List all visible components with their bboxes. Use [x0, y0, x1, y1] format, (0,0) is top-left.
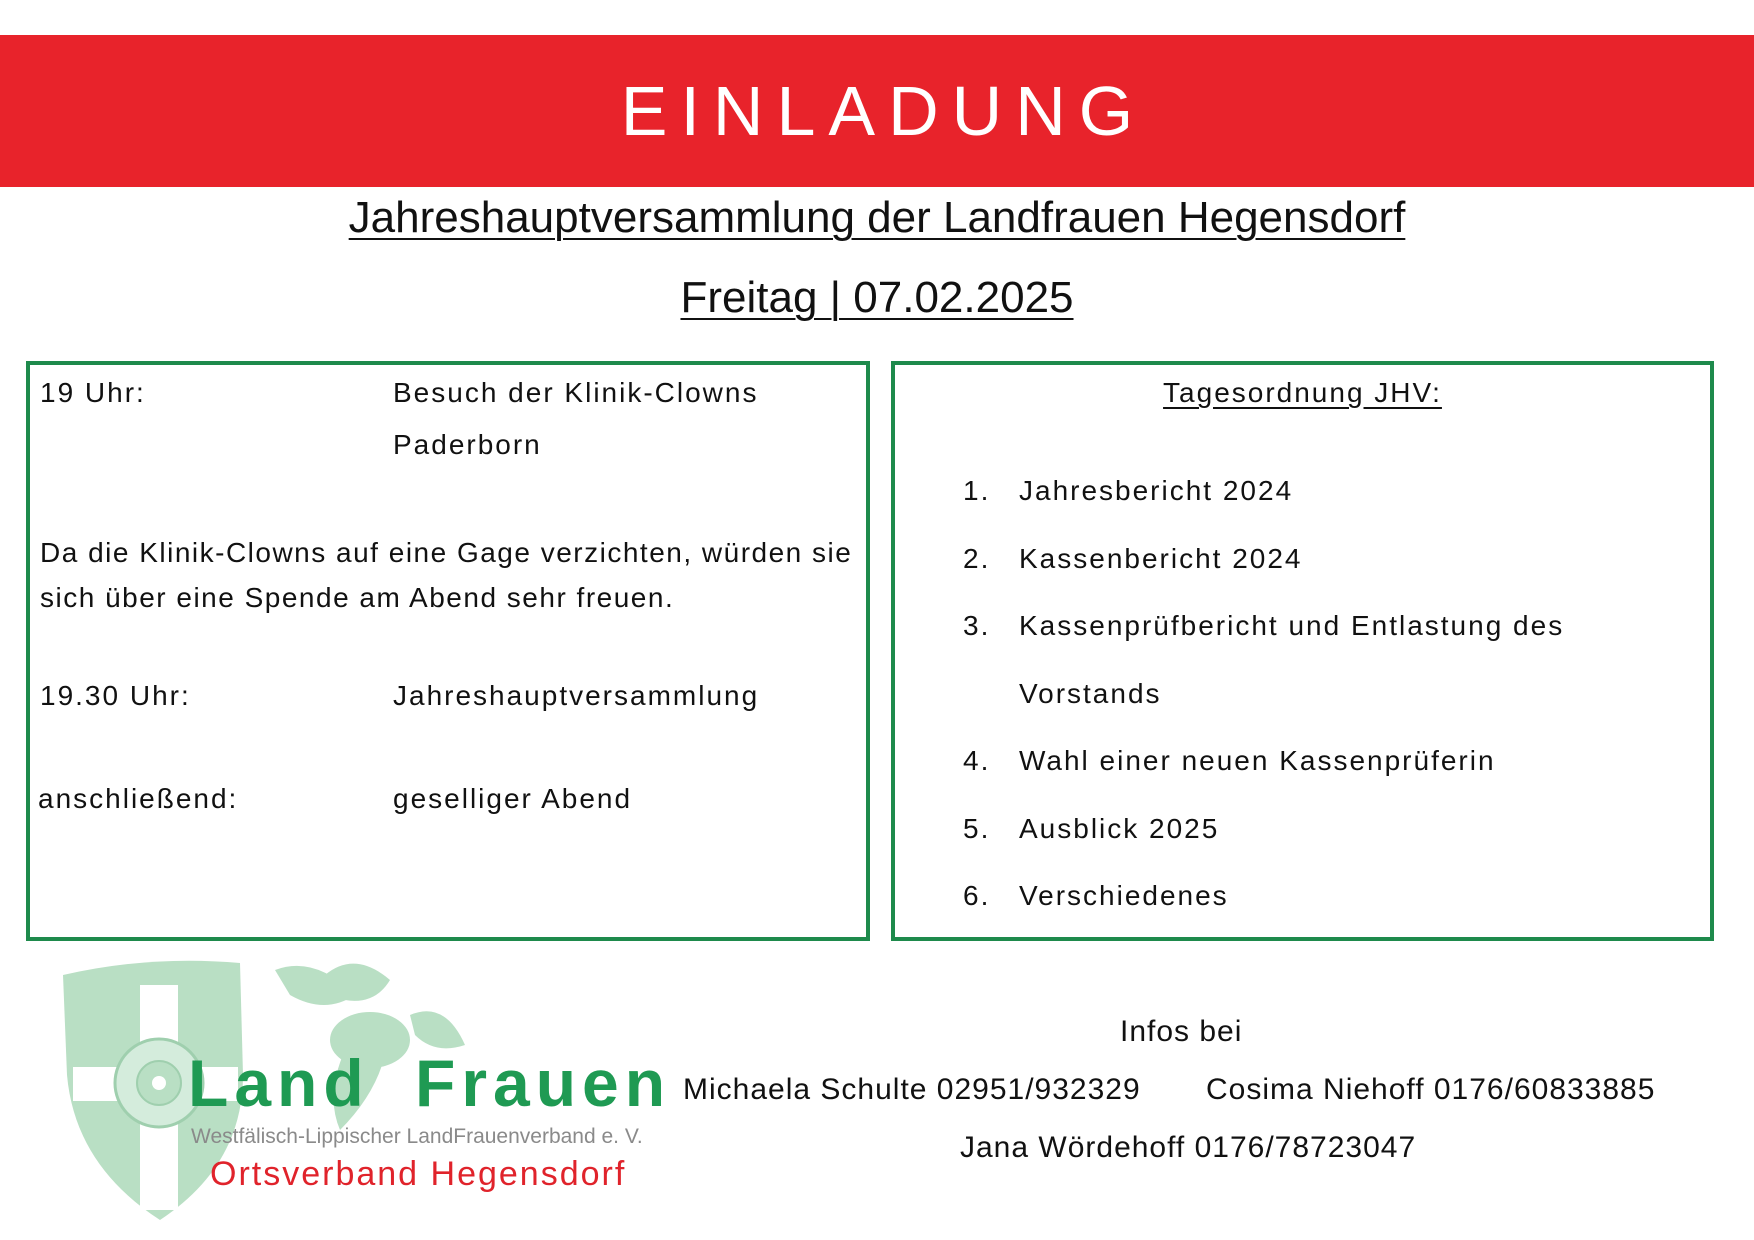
landfrauen-logo — [55, 955, 672, 1225]
agenda-item-text-continued: Vorstands — [1019, 678, 1162, 709]
contact-person: Jana Wördehoff 0176/78723047 — [960, 1131, 1417, 1164]
agenda-item-text: Kassenprüfbericht und Entlastung des — [1019, 610, 1565, 641]
agenda-box — [891, 361, 1714, 941]
agenda-item-number: 1. — [963, 475, 991, 506]
logo-word-frauen: Frauen — [415, 1046, 672, 1120]
agenda-item-text: Verschiedenes — [1019, 880, 1229, 911]
banner-title: EINLADUNG — [620, 72, 1147, 150]
logo-ortsverband: Ortsverband Hegensdorf — [210, 1155, 627, 1193]
slot1-event-line1: Besuch der Klinik-Clowns — [393, 377, 759, 408]
agenda-item-text: Wahl einer neuen Kassenprüferin — [1019, 745, 1496, 776]
contact-person: Cosima Niehoff 0176/60833885 — [1206, 1073, 1656, 1106]
agenda-item-number: 5. — [963, 813, 991, 844]
title-banner — [0, 35, 1754, 187]
agenda-item-text: Ausblick 2025 — [1019, 813, 1220, 844]
contacts-heading: Infos bei — [1120, 1015, 1243, 1048]
agenda-item-text: Kassenbericht 2024 — [1019, 543, 1303, 574]
agenda-item-number: 3. — [963, 610, 991, 641]
slot2-event: Jahreshauptversammlung — [393, 680, 760, 711]
schedule-box — [26, 361, 870, 941]
clowns-note: Da die Klinik-Clowns auf eine Gage verzichten, würden sie sich über eine Spende am Abend sehr freuen. — [40, 537, 853, 613]
logo-word-land: Land — [188, 1046, 370, 1120]
slot1-time: 19 Uhr: — [40, 377, 146, 408]
agenda-heading: Tagesordnung JHV: — [1163, 377, 1442, 408]
headline: Jahreshauptversammlung der Landfrauen Hegensdorf — [348, 193, 1406, 242]
agenda-item-text: Jahresbericht 2024 — [1019, 475, 1294, 506]
slot1-event-line2: Paderborn — [393, 429, 542, 460]
contact-person: Michaela Schulte 02951/932329 — [683, 1073, 1141, 1106]
agenda-item-number: 2. — [963, 543, 991, 574]
agenda-item-number: 4. — [963, 745, 991, 776]
logo-subline: Westfälisch-Lippischer LandFrauenverband e. V. — [191, 1125, 643, 1148]
slot2-time: 19.30 Uhr: — [40, 680, 191, 711]
date-line: Freitag | 07.02.2025 — [680, 273, 1074, 322]
slot3-time: anschließend: — [38, 783, 239, 814]
agenda-item-number: 6. — [963, 880, 991, 911]
slot3-event: geselliger Abend — [393, 783, 633, 814]
